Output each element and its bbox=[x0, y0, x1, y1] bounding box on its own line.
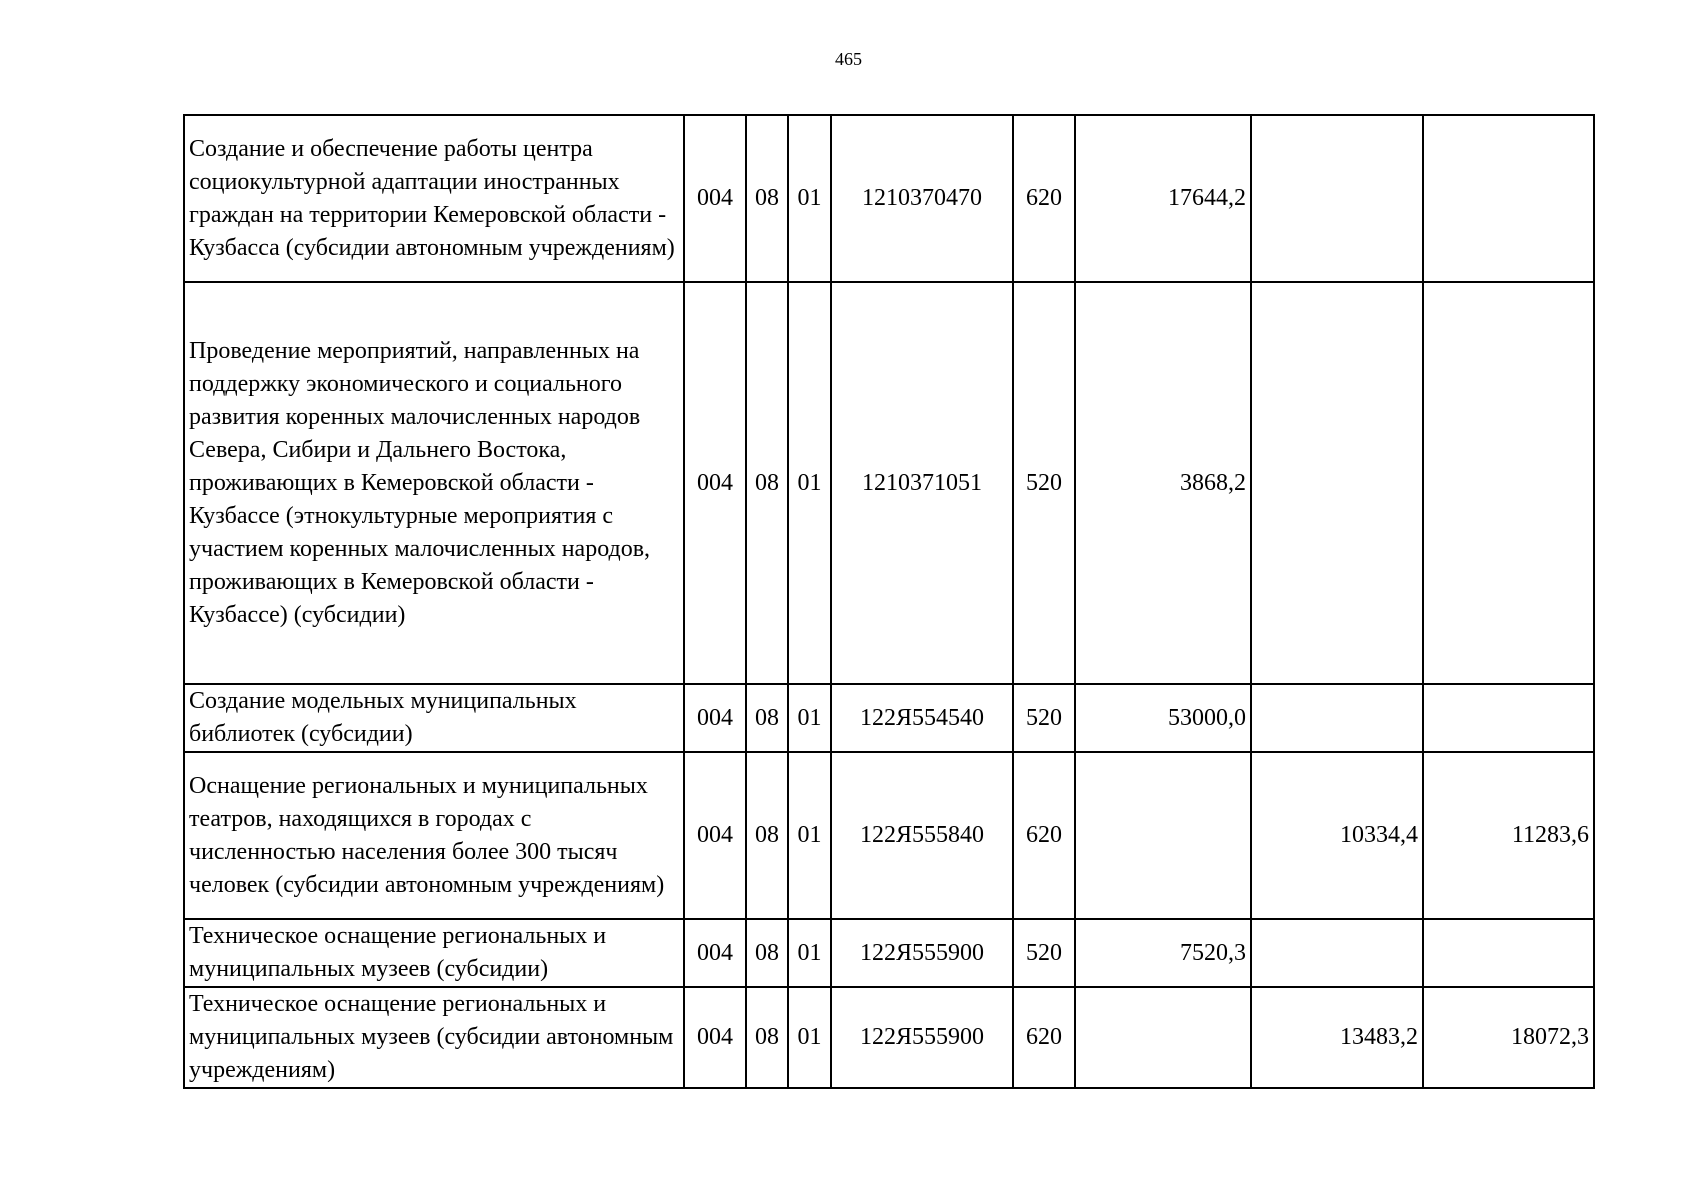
expense-type-code: 620 bbox=[1013, 115, 1075, 282]
amount-2 bbox=[1251, 684, 1423, 752]
page-number: 465 bbox=[835, 49, 862, 69]
section-code: 08 bbox=[746, 752, 788, 919]
row-description: Оснащение региональных и муниципальных театров, находящихся в городах с численностью населения более 300 тысяч человек (субсидии автономным учреждениям) bbox=[184, 752, 684, 919]
table-row bbox=[184, 684, 1594, 752]
table-row bbox=[184, 919, 1594, 987]
amount-2 bbox=[1251, 919, 1423, 987]
amount-3 bbox=[1423, 282, 1594, 684]
amount-3: 11283,6 bbox=[1423, 752, 1594, 919]
ministry-code: 004 bbox=[684, 282, 746, 684]
amount-2 bbox=[1251, 282, 1423, 684]
ministry-code: 004 bbox=[684, 684, 746, 752]
subsection-code: 01 bbox=[788, 684, 831, 752]
row-description: Создание модельных муниципальных библиотек (субсидии) bbox=[184, 684, 684, 752]
table-row bbox=[184, 115, 1594, 282]
row-description: Проведение мероприятий, направленных на поддержку экономического и социального развития коренных малочисленных народов Севера, Сибири и Дальнего Востока, проживающих в Кемеровской области - Кузбассе (этнокультурные мероприятия с участием коренных малочисленных народов, проживающих в Кемеровской области - Кузбассе) (субсидии) bbox=[184, 282, 684, 684]
section-code: 08 bbox=[746, 282, 788, 684]
amount-1 bbox=[1075, 987, 1251, 1088]
section-code: 08 bbox=[746, 684, 788, 752]
table-row bbox=[184, 752, 1594, 919]
amount-2: 10334,4 bbox=[1251, 752, 1423, 919]
subsection-code: 01 bbox=[788, 282, 831, 684]
section-code: 08 bbox=[746, 115, 788, 282]
table-row bbox=[184, 282, 1594, 684]
row-description: Техническое оснащение региональных и муниципальных музеев (субсидии) bbox=[184, 919, 684, 987]
subsection-code: 01 bbox=[788, 919, 831, 987]
amount-3 bbox=[1423, 684, 1594, 752]
ministry-code: 004 bbox=[684, 115, 746, 282]
amount-1: 53000,0 bbox=[1075, 684, 1251, 752]
target-article-code: 122Я554540 bbox=[831, 684, 1013, 752]
section-code: 08 bbox=[746, 919, 788, 987]
amount-2 bbox=[1251, 115, 1423, 282]
section-code: 08 bbox=[746, 987, 788, 1088]
expense-type-code: 520 bbox=[1013, 282, 1075, 684]
amount-1: 3868,2 bbox=[1075, 282, 1251, 684]
amount-3 bbox=[1423, 919, 1594, 987]
row-description: Техническое оснащение региональных и муниципальных музеев (субсидии автономным учреждениям) bbox=[184, 987, 684, 1088]
amount-3: 18072,3 bbox=[1423, 987, 1594, 1088]
budget-table bbox=[183, 114, 1595, 1089]
subsection-code: 01 bbox=[788, 115, 831, 282]
expense-type-code: 520 bbox=[1013, 919, 1075, 987]
expense-type-code: 620 bbox=[1013, 987, 1075, 1088]
amount-2: 13483,2 bbox=[1251, 987, 1423, 1088]
amount-3 bbox=[1423, 115, 1594, 282]
expense-type-code: 520 bbox=[1013, 684, 1075, 752]
amount-1: 7520,3 bbox=[1075, 919, 1251, 987]
target-article-code: 1210371051 bbox=[831, 282, 1013, 684]
target-article-code: 122Я555900 bbox=[831, 919, 1013, 987]
target-article-code: 122Я555840 bbox=[831, 752, 1013, 919]
subsection-code: 01 bbox=[788, 987, 831, 1088]
amount-1 bbox=[1075, 752, 1251, 919]
amount-1: 17644,2 bbox=[1075, 115, 1251, 282]
row-description: Создание и обеспечение работы центра социокультурной адаптации иностранных граждан на территории Кемеровской области - Кузбасса (субсидии автономным учреждениям) bbox=[184, 115, 684, 282]
subsection-code: 01 bbox=[788, 752, 831, 919]
expense-type-code: 620 bbox=[1013, 752, 1075, 919]
target-article-code: 122Я555900 bbox=[831, 987, 1013, 1088]
table-row bbox=[184, 987, 1594, 1088]
target-article-code: 1210370470 bbox=[831, 115, 1013, 282]
ministry-code: 004 bbox=[684, 919, 746, 987]
ministry-code: 004 bbox=[684, 752, 746, 919]
ministry-code: 004 bbox=[684, 987, 746, 1088]
